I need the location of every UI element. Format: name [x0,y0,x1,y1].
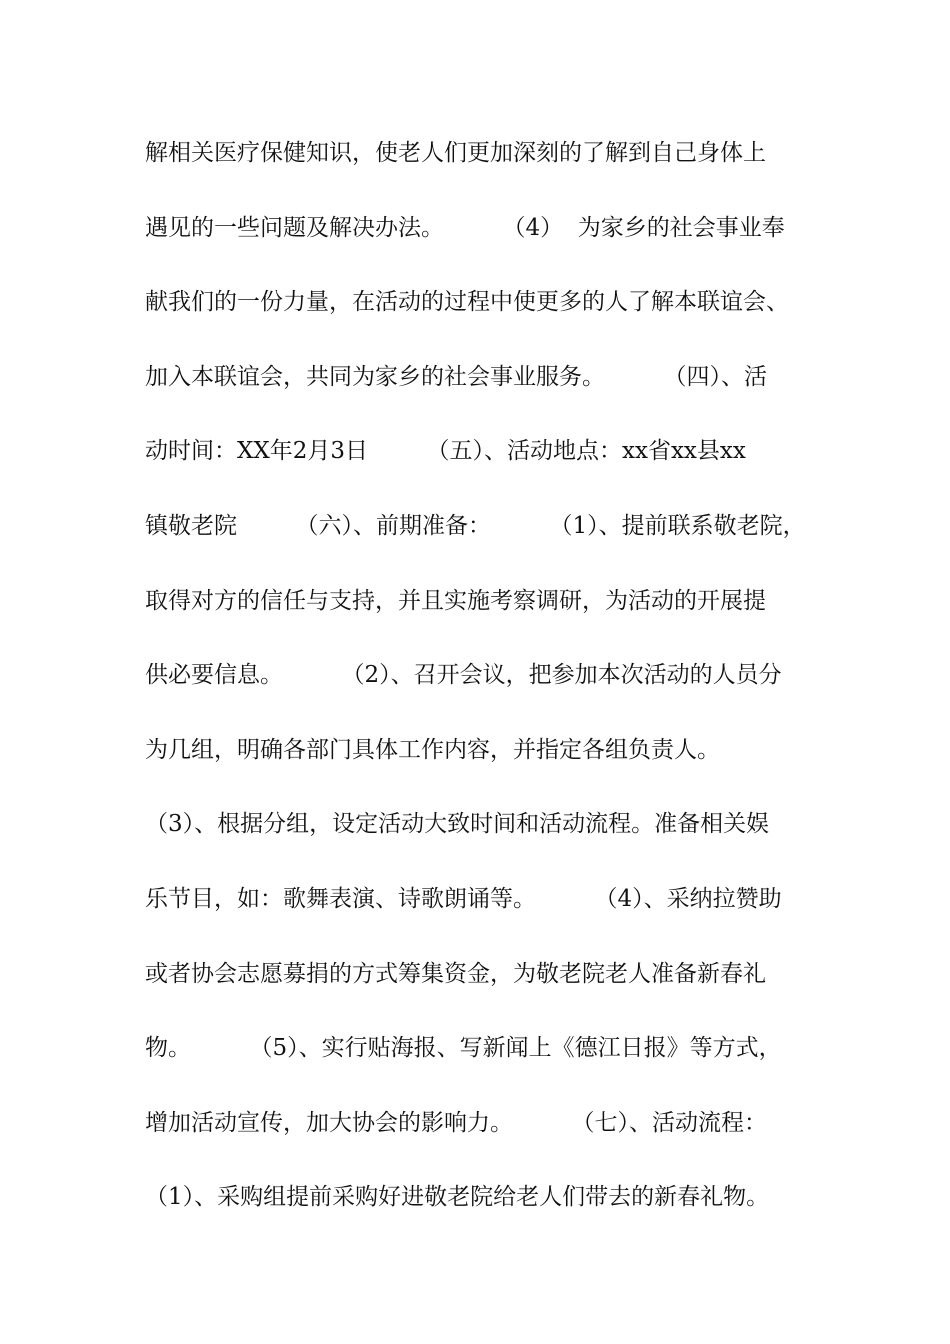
text-line: 增加活动宣传，加大协会的影响力。 （七）、活动流程： [145,1109,767,1136]
text-line: 物。 （5）、实行贴海报、写新闻上《德江日报》等方式， [145,1035,782,1062]
text-line: （1）、采购组提前采购好进敬老院给老人们带去的新春礼物。 [145,1184,770,1211]
text-line: 取得对方的信任与支持，并且实施考察调研，为活动的开展提 [145,587,766,614]
text-line: （3）、根据分组，设定活动大致时间和活动流程。准备相关娱 [145,811,770,838]
text-line: 乐节目，如：歌舞表演、诗歌朗诵等。 （4）、采纳拉赞助 [145,885,782,912]
text-line: 镇敬老院 （六）、前期准备： （1）、提前联系敬老院， [145,512,806,539]
text-line: 动时间：XX年2月3日 （五）、活动地点：xx省xx县xx [145,438,746,465]
text-line: 或者协会志愿募捐的方式筹集资金，为敬老院老人准备新春礼 [145,960,766,987]
text-line: 加入本联谊会，共同为家乡的社会事业服务。 （四）、活 [145,363,767,390]
text-line: 解相关医疗保健知识，使老人们更加深刻的了解到自己身体上 [145,140,766,166]
text-line: 献我们的一份力量，在活动的过程中使更多的人了解本联谊会、 [145,289,789,316]
text-line: 供必要信息。 （2）、召开会议，把参加本次活动的人员分 [145,662,782,689]
text-line: 遇见的一些问题及解决办法。 （4） 为家乡的社会事业奉 [145,214,785,241]
body-text [145,131,835,1250]
text-line: 为几组，明确各部门具体工作内容，并指定各组负责人。 [145,736,720,763]
